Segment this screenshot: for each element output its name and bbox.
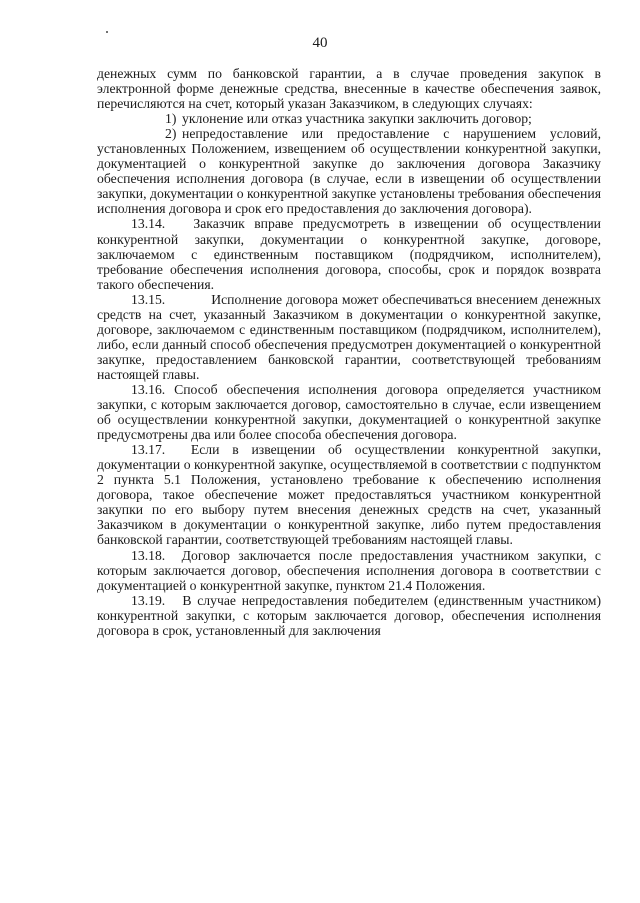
clause-number: 13.14. [131,216,166,232]
clause-text: Способ обеспечения исполнения договора определяется участником закупки, с которым заключается договор, самостоятельно в случае, если извещением об осуществлении конкурентной закупки, документацией о конкурентной закупке предусмотрены два или более способа обеспечения договора. [97,381,602,443]
list-item-number: 1) [165,111,177,127]
list-item-number: 2) [165,126,177,142]
clause-13-17 [97,442,601,547]
list-item-2 [97,126,601,216]
clause-number: 13.19. [131,592,166,608]
clause-text: Заказчик вправе предусмотреть в извещении об осуществлении конкурентной закупки, документации о конкурентной закупке, договоре, заключаемом с единственным поставщиком (подрядчиком, исполнителем), требование обеспечения исполнения договора, способы, срок и порядок возврата такого обеспечения. [97,216,601,292]
list-item-text: уклонение или отказ участника закупки заключить договор; [182,111,532,127]
clause-text: Если в извещении об осуществлении конкурентной закупки, документации о конкурентной закупке, осуществляемой в соответствии с подпунктом 2 пункта 5.1 Положения, установлено требование к обеспечению исполнения договора, такое обеспечение может предоставляться участником конкурентной закупки по его выбору путем внесения денежных средств на счет, указанный Заказчиком в документации о конкурентной закупке, либо путем предоставления банковской гарантии, соответствующей требованиям настоящей главы. [97,442,602,548]
clause-text: Исполнение договора может обеспечиваться внесением денежных средств на счет, указанный Заказчиком в документации о конкурентной закупке, договоре, заключаемом с единственным поставщиком (подрядчиком, исполнителем), либо, если данный способ обеспечения предусмотрен документацией о конкурентной закупке, предоставлением банковской гарантии, соответствующей требованиям настоящей главы. [97,291,601,382]
clause-13-14 [97,216,601,291]
clause-number: 13.15. [131,291,166,307]
clause-13-16 [97,382,601,442]
clause-number: 13.18. [131,547,166,563]
clause-number: 13.17. [131,442,166,458]
scan-speck [106,31,108,33]
list-item-1 [97,111,601,126]
clause-text: В случае непредоставления победителем (единственным участником) конкурентной закупки, с которым заключается договор, обеспечения исполнения договора в срок, установленный для заключения [97,592,601,638]
clause-number: 13.16. [131,381,166,397]
clause-13-18 [97,548,601,593]
list-item-text: непредоставление или предоставление с нарушением условий, установленных Положением, извещением об осуществлении конкурентной закупки, документацией о конкурентной закупке до заключения договора Заказчику обеспечения исполнения договора (в случае, если в извещении об осуществлении закупки, документации о конкурентной закупке установлены требования обеспечения исполнения договора и срок его предоставления до заключения договора). [97,126,601,217]
page-number: 40 [312,35,328,51]
intro-paragraph: денежных сумм по банковской гарантии, а в случае проведения закупок в электронной форме денежные средства, внесенные в качестве обеспечения заявок, перечисляются на счет, который указан Заказчиком, в следующих случаях: [97,66,601,112]
clause-13-15 [97,292,601,382]
document-body [97,66,601,638]
clause-13-19 [97,593,601,638]
clause-text: Договор заключается после предоставления участником закупки, с которым заключается договор, обеспечения исполнения договора в соответствии с документацией о конкурентной закупке, пунктом 21.4 Положения. [97,547,602,593]
